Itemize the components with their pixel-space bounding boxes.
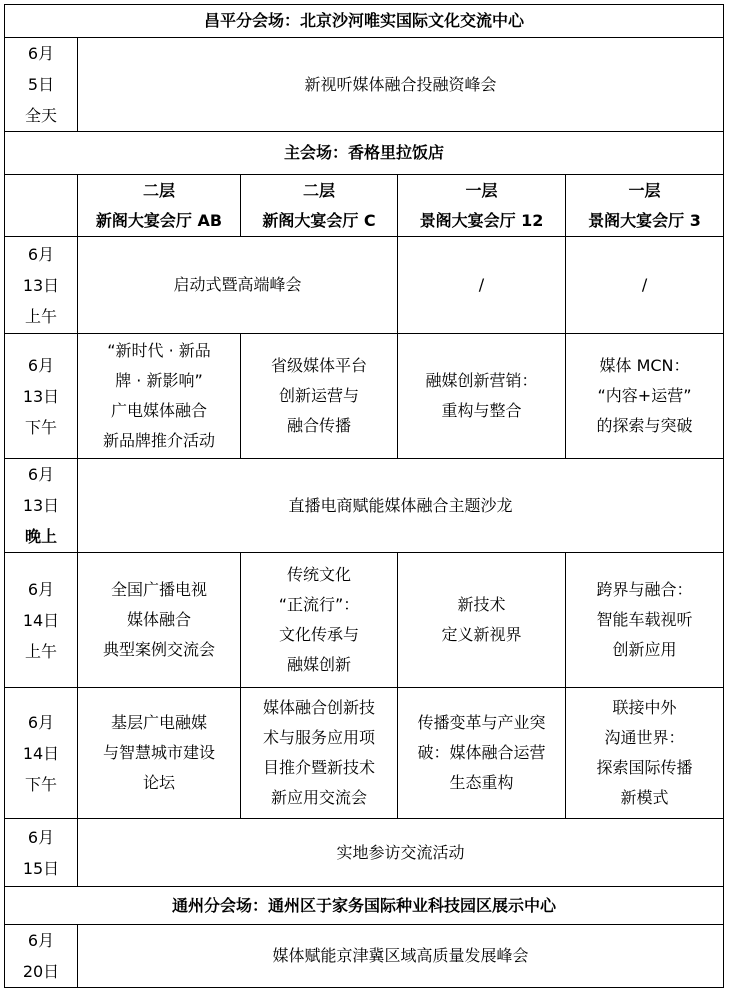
event-cell: 传统文化 “正流行”： 文化传承与 融媒创新 — [241, 553, 398, 688]
schedule-row-13-evening — [5, 459, 724, 553]
date-day: 13日 — [22, 496, 60, 515]
event-cell: 传播变革与产业突 破：媒体融合运营 生态重构 — [398, 688, 566, 819]
event-cell: 媒体融合创新技 术与服务应用项 目推介暨新技术 新应用交流会 — [241, 688, 398, 819]
hall-header-cell — [78, 175, 241, 237]
empty-corner-cell — [5, 175, 78, 237]
hall-floor: 一层 — [465, 180, 498, 200]
date-cell: 6月 15日 — [5, 819, 78, 887]
event-cell: 联接中外 沟通世界： 探索国际传播 新模式 — [566, 688, 724, 819]
schedule-row-14-pm — [5, 688, 724, 819]
date-cell: 6月 13日 上午 — [5, 237, 78, 334]
hall-name: 新阁大宴会厅 C — [262, 210, 376, 230]
date-cell: 6月 14日 下午 — [5, 688, 78, 819]
changping-venue-header: 昌平分会场：北京沙河唯实国际文化交流中心 — [5, 5, 724, 38]
schedule-row-13-pm — [5, 334, 724, 459]
hall-name: 景阁大宴会厅 12 — [419, 210, 544, 230]
schedule-row-13-am — [5, 237, 724, 334]
event-cell: 基层广电融媒 与智慧城市建设 论坛 — [78, 688, 241, 819]
schedule-row-15 — [5, 819, 724, 887]
date-month: 6月 — [27, 465, 55, 484]
event-cell: 直播电商赋能媒体融合主题沙龙 — [78, 459, 724, 553]
event-cell: / — [398, 237, 566, 334]
event-cell: 媒体 MCN： “内容+运营” 的探索与突破 — [566, 334, 724, 459]
date-cell: 6月 13日 下午 — [5, 334, 78, 459]
date-cell: 6月 14日 上午 — [5, 553, 78, 688]
changping-header-row — [5, 5, 724, 38]
date-period: 晚上 — [24, 527, 57, 546]
hall-header-row — [5, 175, 724, 237]
changping-event-row — [5, 38, 724, 132]
hall-header-cell — [241, 175, 398, 237]
event-cell: “新时代 · 新品 牌 · 新影响” 广电媒体融合 新品牌推介活动 — [78, 334, 241, 459]
schedule-row-14-am — [5, 553, 724, 688]
schedule-table — [4, 4, 724, 988]
date-cell: 6月 20日 — [5, 925, 78, 988]
tongzhou-header-row — [5, 887, 724, 925]
date-cell: 6月 5日 全天 — [5, 38, 78, 132]
event-cell: 新技术 定义新视界 — [398, 553, 566, 688]
hall-header-cell — [398, 175, 566, 237]
date-cell — [5, 459, 78, 553]
event-cell: 全国广播电视 媒体融合 典型案例交流会 — [78, 553, 241, 688]
hall-name: 景阁大宴会厅 3 — [588, 210, 701, 230]
hall-name: 新阁大宴会厅 AB — [95, 210, 223, 230]
hall-floor: 一层 — [628, 180, 661, 200]
event-cell: 跨界与融合： 智能车载视听 创新应用 — [566, 553, 724, 688]
event-cell: 实地参访交流活动 — [78, 819, 724, 887]
tongzhou-event-row — [5, 925, 724, 988]
main-venue-header: 主会场：香格里拉饭店 — [5, 132, 724, 175]
event-cell: 省级媒体平台 创新运营与 融合传播 — [241, 334, 398, 459]
tongzhou-venue-header: 通州分会场：通州区于家务国际种业科技园区展示中心 — [5, 887, 724, 925]
event-cell: 媒体赋能京津冀区域高质量发展峰会 — [78, 925, 724, 988]
event-cell: 融媒创新营销： 重构与整合 — [398, 334, 566, 459]
event-cell: / — [566, 237, 724, 334]
main-header-row — [5, 132, 724, 175]
event-cell: 新视听媒体融合投融资峰会 — [78, 38, 724, 132]
hall-floor: 二层 — [142, 180, 175, 200]
hall-floor: 二层 — [302, 180, 335, 200]
hall-header-cell — [566, 175, 724, 237]
event-cell: 启动式暨高端峰会 — [78, 237, 398, 334]
